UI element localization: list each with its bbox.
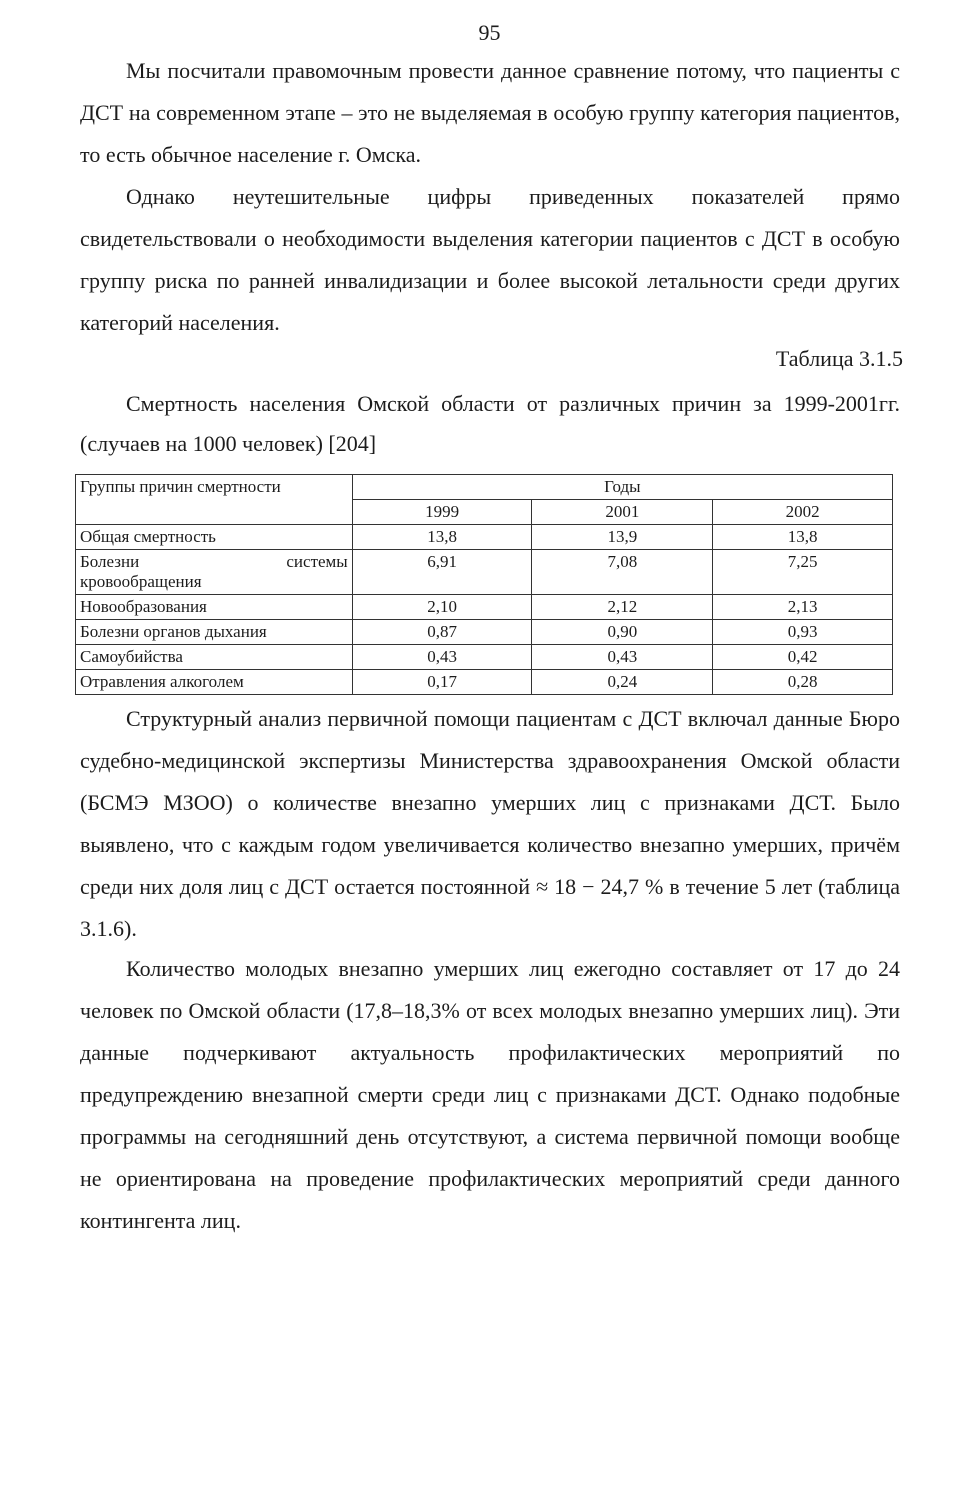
cause-text: Болезни <box>80 552 140 571</box>
value-cell: 0,42 <box>713 645 893 670</box>
cause-text: системы <box>286 552 348 571</box>
header-year: 1999 <box>352 500 532 525</box>
value-cell: 13,8 <box>713 525 893 550</box>
value-cell: 2,12 <box>532 595 713 620</box>
header-years: Годы <box>352 475 892 500</box>
value-cell: 13,8 <box>352 525 532 550</box>
value-cell: 0,24 <box>532 670 713 695</box>
value-cell: 0,43 <box>532 645 713 670</box>
paragraph: Количество молодых внезапно умерших лиц ежегодно составляет от 17 до 24 человек по Омской области (17,8–18,3% от всех молодых внезапно умерших лиц). Эти данные подчеркивают актуальность профилактических мероприятий по предупреждению внезапной смерти среди лиц с признаками ДСТ. Однако подобные программы на сегодняшний день отсутствуют, а система первичной помощи вообще не ориентирована на проведение профилактических мероприятий среди данного контингента лиц. <box>80 956 900 1233</box>
value-cell: 0,28 <box>713 670 893 695</box>
table-row <box>76 595 893 620</box>
table-row <box>76 620 893 645</box>
paragraph: Однако неутешительные цифры приведенных показателей прямо свидетельствовали о необходимости выделения категории пациентов с ДСТ в особую группу риска по ранней инвалидизации и более высокой летальности среди других категорий населения. <box>80 184 900 335</box>
value-cell: 6,91 <box>352 550 532 595</box>
table-caption: Смертность населения Омской области от различных причин за 1999-2001гг. (случаев на 1000 человек) [204] <box>80 391 900 456</box>
value-cell: 0,93 <box>713 620 893 645</box>
value-cell: 0,87 <box>352 620 532 645</box>
cause-cell <box>76 550 353 595</box>
value-cell: 2,10 <box>352 595 532 620</box>
table-row <box>76 550 893 595</box>
value-cell: 0,90 <box>532 620 713 645</box>
table-label: Таблица 3.1.5 <box>775 346 903 371</box>
table-row <box>76 645 893 670</box>
paragraph: Мы посчитали правомочным провести данное сравнение потому, что пациенты с ДСТ на современном этапе – это не выделяемая в особую группу категория пациентов, то есть обычное население г. Омска. <box>80 58 900 167</box>
cause-text: кровообращения <box>80 572 202 591</box>
page-number: 95 <box>478 20 501 45</box>
table-header-row <box>76 475 893 500</box>
cause-cell: Отравления алкоголем <box>76 670 353 695</box>
value-cell: 2,13 <box>713 595 893 620</box>
value-cell: 7,25 <box>713 550 893 595</box>
mortality-table <box>75 474 893 695</box>
paragraph: Структурный анализ первичной помощи пациентам с ДСТ включал данные Бюро судебно-медицинской экспертизы Министерства здравоохранения Омской области (БСМЭ МЗОО) о количестве внезапно умерших лиц с признаками ДСТ. Было выявлено, что с каждым годом увеличивается количество внезапно умерших, причём среди них доля лиц с ДСТ остается постоянной ≈ 18 − 24,7 % в течение 5 лет (таблица 3.1.6). <box>80 706 900 941</box>
cause-cell: Новообразования <box>76 595 353 620</box>
header-year: 2001 <box>532 500 713 525</box>
value-cell: 0,43 <box>352 645 532 670</box>
value-cell: 7,08 <box>532 550 713 595</box>
table-row <box>76 670 893 695</box>
cause-cell: Болезни органов дыхания <box>76 620 353 645</box>
cause-cell: Общая смертность <box>76 525 353 550</box>
header-year: 2002 <box>713 500 893 525</box>
cause-cell: Самоубийства <box>76 645 353 670</box>
header-cause: Группы причин смертности <box>76 475 353 525</box>
value-cell: 13,9 <box>532 525 713 550</box>
value-cell: 0,17 <box>352 670 532 695</box>
table-row <box>76 525 893 550</box>
